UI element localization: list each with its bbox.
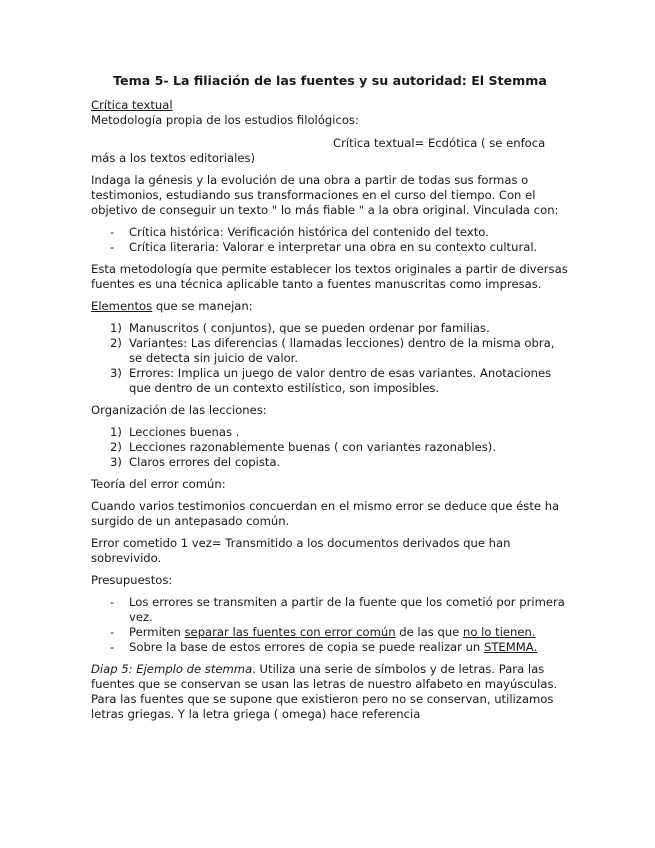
underlined-phrase: separar las fuentes con error común bbox=[184, 625, 396, 639]
number-marker: 2) bbox=[110, 440, 122, 454]
elementos-list bbox=[91, 321, 569, 396]
list-item-text-middle: de las que bbox=[395, 625, 464, 639]
number-marker: 3) bbox=[110, 455, 122, 469]
list-item bbox=[91, 640, 569, 655]
bullet-marker: - bbox=[110, 625, 115, 639]
list-item-text: Variantes: Las diferencias ( llamadas lecciones) dentro de la misma obra, se detecta sin juicio de valor. bbox=[129, 336, 555, 365]
ecdotica-line: Crítica textual= Ecdótica ( se enfoca bbox=[333, 136, 546, 150]
diap-paragraph bbox=[91, 662, 569, 722]
list-item bbox=[91, 595, 569, 625]
critica-textual-label: Crítica textual bbox=[91, 98, 173, 112]
list-item bbox=[91, 321, 569, 336]
list-item-text: Los errores se transmiten a partir de la fuente que los cometió por primera vez. bbox=[129, 595, 565, 624]
lecciones-list bbox=[91, 425, 569, 470]
number-marker: 1) bbox=[110, 425, 122, 439]
bullet-marker: - bbox=[110, 225, 115, 239]
underlined-phrase: no lo tienen. bbox=[463, 625, 536, 639]
list-item bbox=[91, 336, 569, 366]
cuando-paragraph: Cuando varios testimonios concuerdan en el mismo error se deduce que éste ha surgido de un antepasado común. bbox=[91, 499, 560, 528]
number-marker: 2) bbox=[110, 336, 122, 350]
bullet-marker: - bbox=[110, 240, 115, 254]
list-item bbox=[91, 225, 569, 240]
document-title: Tema 5- La filiación de las fuentes y su autoridad: El Stemma bbox=[113, 73, 547, 88]
list-item bbox=[91, 366, 569, 396]
organizacion-heading: Organización de las lecciones: bbox=[91, 403, 267, 417]
list-item-text: Lecciones buenas . bbox=[129, 425, 240, 439]
list-item-text-start: Permiten bbox=[129, 625, 185, 639]
list-item-text: Lecciones razonablemente buenas ( con variantes razonables). bbox=[129, 440, 497, 454]
number-marker: 3) bbox=[110, 366, 122, 380]
list-item-text: Claros errores del copista. bbox=[129, 455, 281, 469]
list-item bbox=[91, 625, 569, 640]
list-item bbox=[91, 240, 569, 255]
list-item bbox=[91, 455, 569, 470]
ecdotica-continuation: más a los textos editoriales) bbox=[91, 151, 256, 165]
elementos-word: Elementos bbox=[91, 299, 153, 313]
list-item-text: Crítica histórica: Verificación histórica del contenido del texto. bbox=[129, 225, 489, 239]
metodologia-line: Metodología propia de los estudios filológicos: bbox=[91, 113, 359, 127]
list-item-text-start: Sobre la base de estos errores de copia se puede realizar un bbox=[129, 640, 484, 654]
list-item-text: Errores: Implica un juego de valor dentro de esas variantes. Anotaciones que dentro de un contexto estilístico, son imposibles. bbox=[129, 366, 552, 395]
critica-textual-heading bbox=[91, 98, 569, 113]
diap-text: . Utiliza una serie de símbolos y de letras. Para las fuentes que se conservan se usan las letras de nuestro alfabeto en mayúsculas. Para las fuentes que se supone que existieron pero no se conservan, utilizamos letras griegas. Y la letra griega ( omega) hace referencia bbox=[91, 662, 558, 721]
presupuestos-heading: Presupuestos: bbox=[91, 573, 173, 587]
presupuestos-list bbox=[91, 595, 569, 655]
diap-label: Diap 5: Ejemplo de stemma bbox=[91, 662, 253, 676]
list-item-text: Manuscritos ( conjuntos), que se pueden ordenar por familias. bbox=[129, 321, 490, 335]
teoria-heading: Teoría del error común: bbox=[91, 477, 226, 491]
list-item bbox=[91, 425, 569, 440]
list-item-text: Crítica literaria: Valorar e interpretar una obra en su contexto cultural. bbox=[129, 240, 538, 254]
list-item bbox=[91, 440, 569, 455]
vinculada-list bbox=[91, 225, 569, 255]
indaga-paragraph: Indaga la génesis y la evolución de una obra a partir de todas sus formas o testimonios, estudiando sus transformaciones en el curso del tiempo. Con el objetivo de conseguir un texto " lo más fiable " a la obra original. Vinculada con: bbox=[91, 173, 559, 217]
number-marker: 1) bbox=[110, 321, 122, 335]
bullet-marker: - bbox=[110, 595, 115, 609]
elementos-heading bbox=[91, 299, 569, 314]
document-page bbox=[91, 72, 569, 729]
elementos-rest: que se manejan: bbox=[152, 299, 253, 313]
bullet-marker: - bbox=[110, 640, 115, 654]
stemma-underlined: STEMMA. bbox=[483, 640, 538, 654]
error-paragraph: Error cometido 1 vez= Transmitido a los documentos derivados que han sobrevivido. bbox=[91, 536, 511, 565]
metodologia-paragraph: Esta metodología que permite establecer los textos originales a partir de diversas fuentes es una técnica aplicable tanto a fuentes manuscritas como impresas. bbox=[91, 262, 568, 291]
